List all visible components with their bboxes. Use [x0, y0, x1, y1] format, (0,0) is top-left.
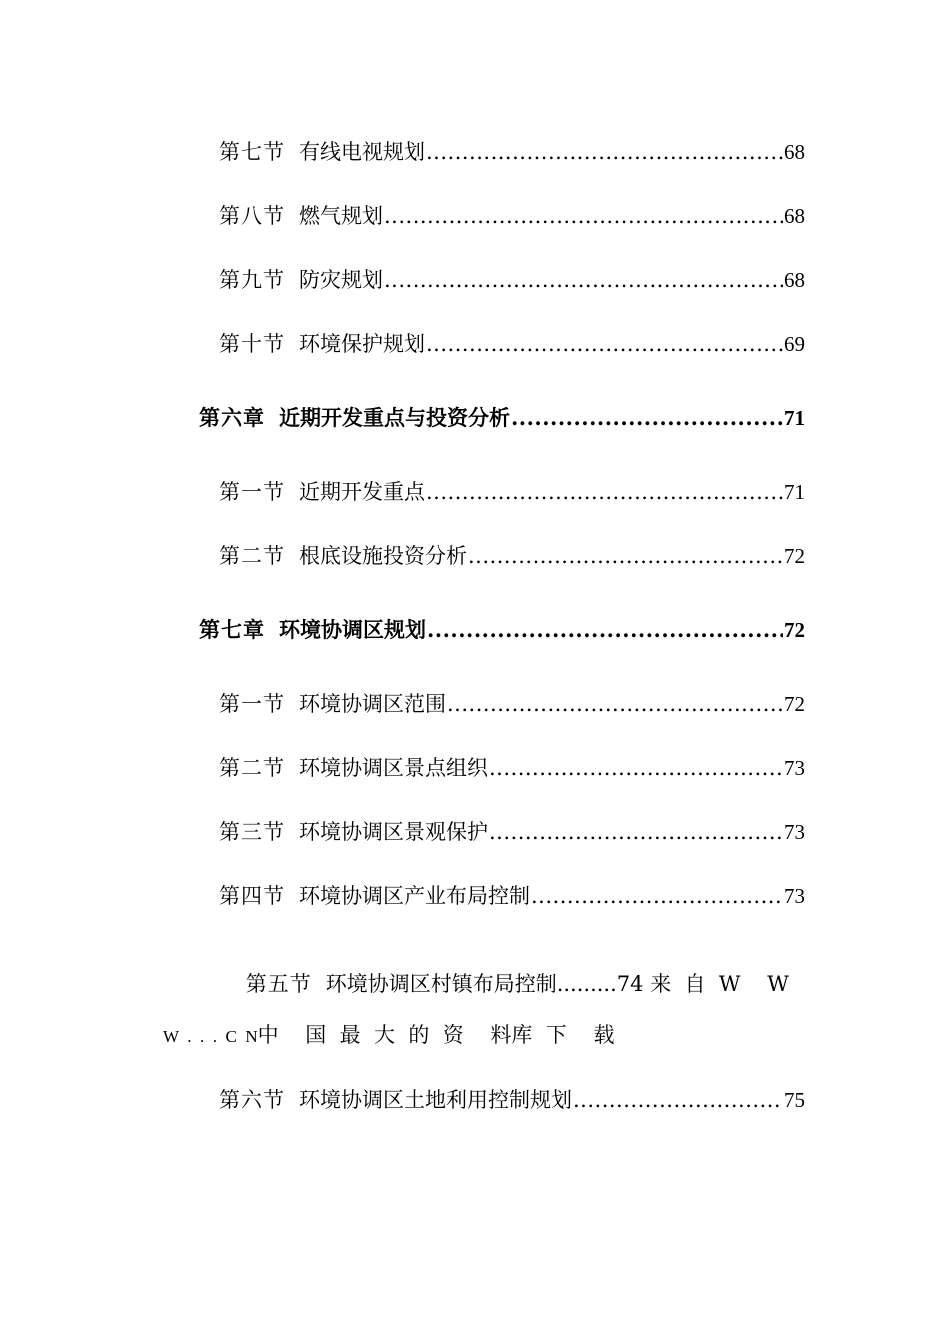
toc-title: 根底设施投资分析 [299, 544, 467, 568]
toc-page-number: 68 [784, 204, 805, 228]
toc-page-number: 68 [784, 140, 805, 164]
toc-section-number: 第三节 [219, 820, 285, 844]
watermark-latin: W . . . C N [163, 1027, 258, 1046]
toc-leader-dots [531, 884, 783, 908]
toc-entry [219, 880, 805, 910]
toc-title: 有线电视规划 [299, 140, 425, 164]
toc-entry [219, 328, 805, 358]
toc-chapter-number: 第六章 [199, 405, 265, 430]
toc-section-number: 第一节 [219, 480, 285, 504]
watermark-line [163, 1019, 614, 1049]
watermark-cjk: 中 国 最 大 的 资 料库 下 载 [257, 1023, 615, 1047]
toc-title: 环境保护规划 [299, 332, 425, 356]
toc-leader-and-page: .........74 [556, 972, 644, 996]
toc-page-number: 73 [784, 820, 805, 844]
toc-entry [219, 476, 805, 506]
toc-title: 近期开发重点与投资分析 [279, 405, 510, 430]
toc-entry [219, 816, 805, 846]
toc-section-number: 第十节 [219, 332, 285, 356]
toc-page-number: 72 [784, 618, 805, 642]
toc-leader-dots [489, 756, 783, 780]
toc-leader-dots [489, 820, 783, 844]
toc-leader-dots [384, 268, 783, 292]
toc-section-number: 第二节 [219, 756, 285, 780]
toc-section-number: 第四节 [219, 884, 285, 908]
toc-leader-dots [426, 332, 783, 356]
toc-title: 环境协调区范围 [299, 692, 446, 716]
toc-leader-dots [427, 617, 783, 642]
toc-page-number: 68 [784, 268, 805, 292]
toc-title: 环境协调区规划 [279, 617, 426, 642]
toc-chapter-number: 第七章 [199, 617, 265, 642]
toc-entry [219, 136, 805, 166]
toc-section-number: 第八节 [219, 204, 285, 228]
toc-entry-irregular [219, 944, 789, 1022]
toc-title: 环境协调区景观保护 [299, 820, 488, 844]
toc-title: 环境协调区产业布局控制 [299, 884, 530, 908]
toc-leader-dots [447, 692, 783, 716]
toc-section-number: 第二节 [219, 544, 285, 568]
toc-entry [219, 1084, 805, 1114]
toc-page-number: 75 [784, 1088, 805, 1112]
toc-section-number: 第七节 [219, 140, 285, 164]
toc-chapter-entry [199, 402, 805, 432]
toc-leader-dots [511, 405, 783, 430]
toc-leader-dots [426, 480, 783, 504]
toc-title: 防灾规划 [299, 268, 383, 292]
toc-page-number: 71 [784, 480, 805, 504]
toc-page-number: 71 [784, 406, 805, 430]
toc-entry [219, 752, 805, 782]
toc-page-number: 72 [784, 544, 805, 568]
toc-page-number: 69 [784, 332, 805, 356]
toc-section-number: 第六节 [219, 1088, 285, 1112]
toc-page-number: 73 [784, 756, 805, 780]
toc-leader-dots [468, 544, 783, 568]
toc-entry [219, 688, 805, 718]
toc-title: 燃气规划 [299, 204, 383, 228]
toc-page-number: 73 [784, 884, 805, 908]
toc-title: 环境协调区村镇布局控制 [325, 972, 557, 996]
toc-entry [219, 200, 805, 230]
toc-title: 环境协调区土地利用控制规划 [299, 1088, 572, 1112]
toc-leader-dots [573, 1088, 783, 1112]
toc-leader-dots [426, 140, 783, 164]
toc-section-number: 第五节 [245, 972, 312, 996]
toc-page-number: 72 [784, 692, 805, 716]
toc-section-number: 第一节 [219, 692, 285, 716]
toc-leader-dots [384, 204, 783, 228]
watermark-text-1: 来 自 W W [650, 972, 789, 996]
toc-entry [219, 540, 805, 570]
toc-chapter-entry [199, 614, 805, 644]
toc-title: 环境协调区景点组织 [299, 756, 488, 780]
toc-section-number: 第九节 [219, 268, 285, 292]
toc-title: 近期开发重点 [299, 480, 425, 504]
toc-entry [219, 264, 805, 294]
